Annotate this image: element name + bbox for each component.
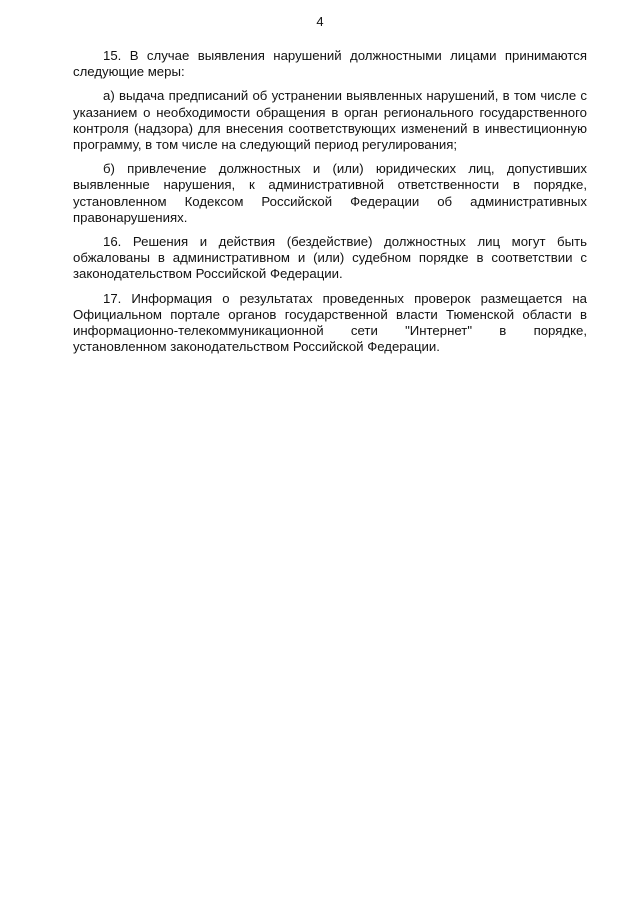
paragraph-17: 17. Информация о результатах проведенных проверок размещается на Официальном портале органов государственной власти Тюменской области в информационно-телекоммуникационной сети "Интернет" в порядке, установленном законодательством Российской Федерации. [73,290,587,355]
document-body [73,48,587,363]
paragraph-16: 16. Решения и действия (бездействие) должностных лиц могут быть обжалованы в административном и (или) судебном порядке в соответствии с законодательством Российской Федерации. [73,234,587,282]
paragraph-15-a: а) выдача предписаний об устранении выявленных нарушений, в том числе с указанием о необходимости обращения в орган регионального государственного контроля (надзора) для внесения соответствующих изменений в инвестиционную программу, в том числе на следующий период регулирования; [73,88,587,153]
page-number: 4 [316,14,324,29]
paragraph-15: 15. В случае выявления нарушений должностными лицами принимаются следующие меры: [73,48,587,80]
paragraph-15-b: б) привлечение должностных и (или) юридических лиц, допустивших выявленные нарушения, к административной ответственности в порядке, установленном Кодексом Российской Федерации об административных правонарушениях. [73,161,587,225]
